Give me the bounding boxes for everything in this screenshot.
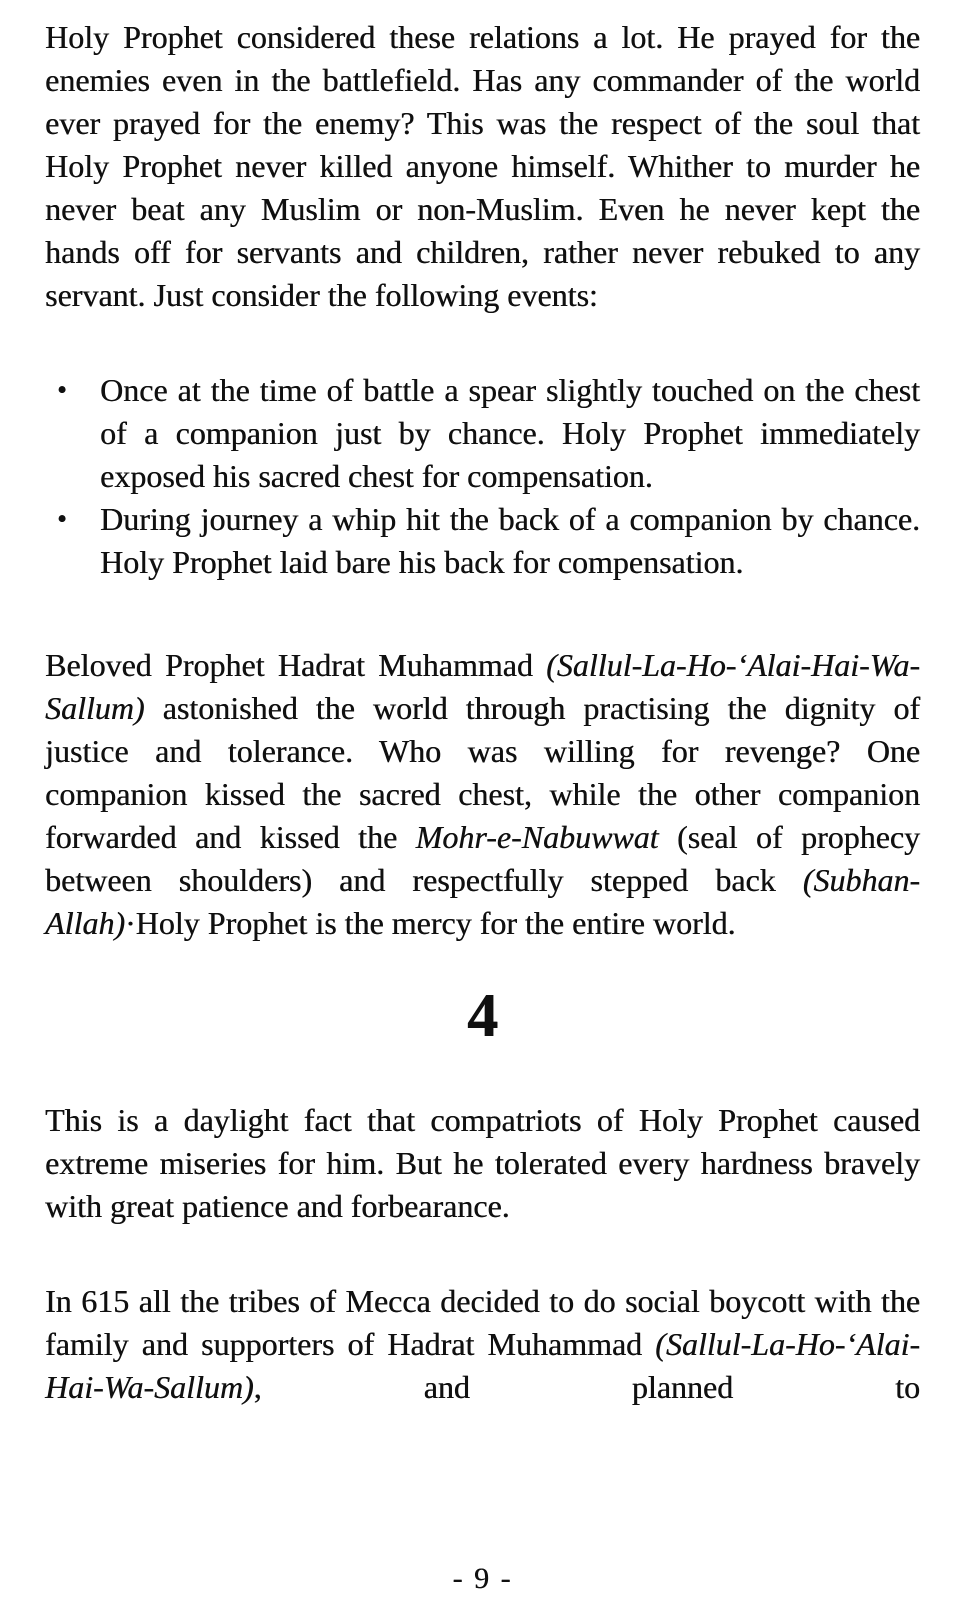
text-run: (seal of prophecy between shoulders) and respectfully stepped back — [45, 819, 921, 898]
term-italic-run: Mohr-e-Nabuwwat — [415, 819, 659, 855]
honorific-italic-run: (Sallul-La-Ho-‘Alai-Hai-Wa-Sallum) — [45, 1326, 920, 1405]
paragraph-boycott — [45, 1280, 920, 1409]
honorific-italic-run: (Sallul-La-Ho-‘Alai-Hai-Wa-Sallum) — [45, 647, 920, 726]
text-run: In 615 all the tribes of Mecca decided to do social boycott with the family and supporters of Hadrat Muhammad — [45, 1283, 920, 1362]
page-number: - 9 - — [452, 1562, 513, 1595]
text-run: , and planned to — [253, 1369, 920, 1405]
bullet-icon: • — [57, 504, 67, 535]
text-run: astonished the world through practising the dignity of justice and tolerance. Who was willing for revenge? One companion kissed the sacred chest, while the other companion forwarded and kissed the — [45, 690, 920, 855]
events-list — [45, 369, 920, 584]
chapter-number-heading: 4 — [467, 982, 498, 1050]
list-item — [45, 498, 920, 584]
list-item-text: During journey a whip hit the back of a companion by chance. Holy Prophet laid bare his back for compensation. — [100, 501, 920, 580]
text-run: ·Holy Prophet is the mercy for the entire world. — [124, 905, 736, 941]
text-run: Beloved Prophet Hadrat Muhammad — [45, 647, 547, 683]
paragraph-justice — [45, 644, 920, 945]
paragraph-intro: Holy Prophet considered these relations a lot. He prayed for the enemies even in the battlefield. Has any commander of the world ever prayed for the enemy? This was the respect of the soul that Holy Prophet never killed anyone himself. Whither to murder he never beat any Muslim or non-Muslim. Even he never kept the hands off for servants and children, rather never rebuked to any servant. Just consider the following events: — [45, 19, 920, 313]
list-item-text: Once at the time of battle a spear slightly touched on the chest of a companion just by chance. Holy Prophet immediately exposed his sacred chest for compensation. — [100, 372, 920, 494]
bullet-icon: • — [57, 375, 67, 406]
paragraph-daylight: This is a daylight fact that compatriots of Holy Prophet caused extreme miseries for him. But he tolerated every hardness bravely with great patience and forbearance. — [45, 1102, 920, 1224]
phrase-italic-run: (Subhan-Allah) — [45, 862, 920, 941]
list-item — [45, 369, 920, 498]
